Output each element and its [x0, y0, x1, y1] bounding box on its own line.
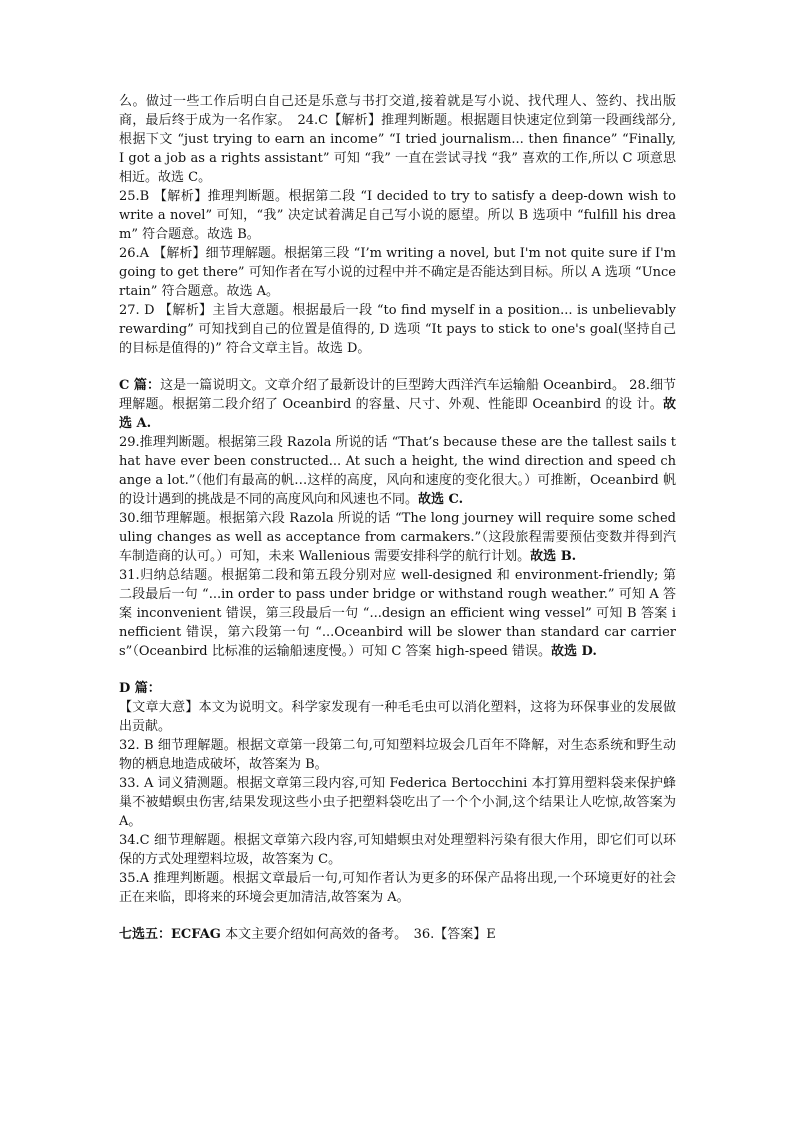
question-30-answer: 故选 B. — [530, 549, 577, 564]
question-34-explanation: 34.C 细节理解题。根据文章第六段内容,可知蜡螟虫对处理塑料污染有很大作用，即它们可以环保的方式处理塑料垃圾，故答案为 C。 — [119, 833, 676, 867]
question-30-explanation — [119, 509, 676, 566]
question-31-text: 31.归纳总结题。根据第二段和第五段分别对应 well-designed 和 environment-friendly; 第二段最后一句 “...in order to pass under bridge or withstand rough weather.” 可知 A 答案 inconvenient 错误，第三段最后一句 “...design an efficient wing vessel” 可知 B 答案 inefficient 错误，第六段第一句 “...Oceanbird will be slower than standard car carriers”（Oceanbird 比标准的运输船速度慢。）可知 C 答案 high-speed 错误。 — [119, 568, 676, 659]
section-c-intro-text: 这是一篇说明文。文章介绍了最新设计的巨型跨大西洋汽车运输船 Oceanbird。 28.细节理解题。根据第二段介绍了 Oceanbird 的容量、尺寸、外观、性能即 Oceanbird 的设 计。 — [119, 378, 677, 412]
section-d-summary: 【文章大意】本文为说明文。科学家发现有一种毛毛虫可以消化塑料，这将为环保事业的发展做出贡献。 — [119, 700, 676, 734]
spacer — [119, 907, 676, 925]
question-33-explanation: 33. A 词义猜测题。根据文章第三段内容,可知 Federica Bertocchini 本打算用塑料袋来保护蜂巢不被蜡螟虫伤害,结果发现这些小虫子把塑料袋吃出了一个个小洞,这个结果让人吃惊,故答案为 A。 — [119, 776, 676, 829]
question-29-answer: 故选 C. — [418, 492, 464, 507]
section-c-intro — [119, 376, 676, 433]
question-35-explanation: 35.A 推理判断题。根据文章最后一句,可知作者认为更多的环保产品将出现,一个环境更好的社会正在来临，即将来的环境会更加清洁,故答案为 A。 — [119, 871, 676, 905]
question-27-explanation: 27. D 【解析】主旨大意题。根据最后一段 “to find myself in a position... is unbelievably rewarding” 可知找到自己的位置是值得的, D 选项 “It pays to stick to one's goal(坚持自己的目标是值得的)” 符合文章主旨。故选 D。 — [119, 303, 676, 356]
question-29-explanation — [119, 433, 676, 509]
question-32-explanation: 32. B 细节理解题。根据文章第一段第二句,可知塑料垃圾会几百年不降解，对生态系统和野生动物的栖息地造成破坏，故答案为 B。 — [119, 738, 676, 772]
question-36-answer: 36.【答案】E — [413, 927, 496, 942]
section-b-paragraph-1 — [119, 92, 676, 187]
question-26-explanation: 26.A 【解析】细节理解题。根据第三段 “I’m writing a novel, but I'm not quite sure if I'm going to get there” 可知作者在写小说的过程中并不确定是否能达到目标。所以 A 选项 “Uncertain” 符合题意。故选 A。 — [119, 246, 676, 299]
question-25-explanation: 25.B 【解析】推理判断题。根据第二段 “I decided to try to satisfy a deep-down wish to write a novel” 可知，“我” 决定试着满足自己写小说的愿望。所以 B 选项中 “fulfill his dream” 符合题意。故选 B。 — [119, 189, 676, 242]
section-seven-intro-text: 本文主要介绍如何高效的备考。 — [225, 927, 401, 942]
section-seven-title: 七选五：ECFAG — [119, 927, 221, 942]
section-c-title: C 篇： — [119, 378, 161, 393]
question-29-text: 29.推理判断题。根据第三段 Razola 所说的话 “That’s because these are the tallest sails that have ever been constructed... At such a height, the wind direction and speed change a lot.”（他们有最高的帆…这样的高度，风向和速度的变化很大。）可推断，Oceanbird 帆的设计遇到的挑战是不同的高度风向和风速也不同。 — [119, 435, 676, 507]
question-28-answer: 故选 A. — [119, 397, 676, 431]
section-b-p1-text: 么。做过一些工作后明白自己还是乐意与书打交道,接着就是写小说、找代理人、签约、找出版商，最后终于成为一名作家。 — [119, 94, 676, 128]
section-d-title: D 篇： — [119, 681, 161, 696]
question-31-answer: 故选 D. — [551, 644, 597, 659]
spacer — [119, 358, 676, 376]
spacer — [119, 661, 676, 679]
question-31-explanation — [119, 566, 676, 661]
question-30-text: 30.细节理解题。根据第六段 Razola 所说的话 “The long journey will require some scheduling changes as well as acceptance from carmakers.”（这段旅程需要预估变数并得到汽车制造商的认可。）可知，未来 Wallenious 需要安排科学的航行计划。 — [119, 511, 676, 564]
question-24-explanation: 24.C【解析】推理判断题。根据题目快速定位到第一段画线部分,根据下文 “just trying to earn an income” “I tried journalism... then finance” “Finally, I got a job as a rights assistant” 可知 “我” 一直在尝试寻找 “我” 喜欢的工作,所以 C 项意思相近。故选 C。 — [119, 113, 676, 185]
section-seven-intro — [119, 925, 676, 944]
answer-key-page — [119, 92, 676, 944]
